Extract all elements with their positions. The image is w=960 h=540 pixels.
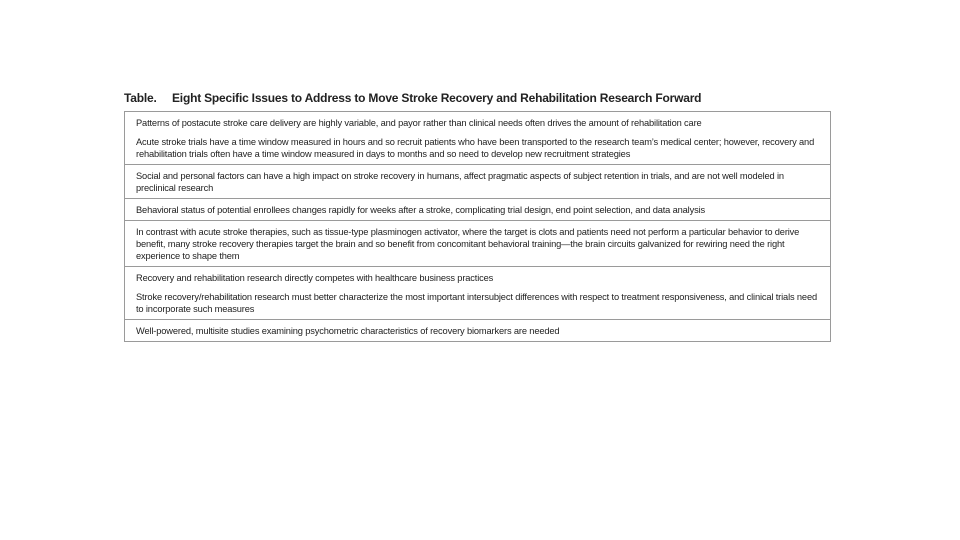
table-cell: Well-powered, multisite studies examining psychometric characteristics of recovery biomarkers are needed: [136, 326, 560, 336]
table-cell: Behavioral status of potential enrollees changes rapidly for weeks after a stroke, complicating trial design, end point selection, and data analysis: [136, 205, 706, 215]
issues-table: [124, 111, 831, 342]
table-caption: [124, 91, 701, 105]
table-label: Table.: [124, 91, 157, 105]
table-row: [125, 112, 830, 164]
table-cell: Acute stroke trials have a time window measured in hours and so recruit patients who have been transported to the research team’s medical center; however, recovery and rehabilitation trials often have a time window measured in days to months and so need to develop new recruitment strategies: [136, 137, 815, 159]
table-row: [125, 198, 830, 220]
table-cell: Stroke recovery/rehabilitation research must better characterize the most important intersubject differences with respect to treatment responsiveness, and clinical trials need to incorporate such measures: [136, 292, 817, 314]
table-cell: In contrast with acute stroke therapies, such as tissue-type plasminogen activator, where the target is clots and patients need not perform a particular behavior to derive benefit, many stroke recovery therapies target the brain and so benefit from concomitant behavioral training—the brain circuits galvanized for rewiring need the right experience to shape them: [136, 227, 800, 261]
table-cell: Recovery and rehabilitation research directly competes with healthcare business practices: [136, 273, 494, 283]
table-row: [125, 319, 830, 341]
table-title: Eight Specific Issues to Address to Move Stroke Recovery and Rehabilitation Research Forward: [172, 91, 702, 105]
table-row: [125, 266, 830, 319]
table-cell: Social and personal factors can have a high impact on stroke recovery in humans, affect pragmatic aspects of subject retention in trials, and are not well modeled in preclinical research: [136, 171, 784, 193]
table-cell: Patterns of postacute stroke care delivery are highly variable, and payor rather than clinical needs often drives the amount of rehabilitation care: [136, 118, 702, 128]
table-row: [125, 164, 830, 198]
table-row: [125, 220, 830, 266]
